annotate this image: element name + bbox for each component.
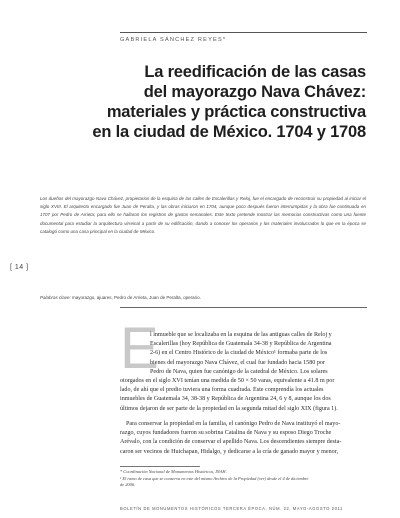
abstract-text: Los dueños del mayorazgo Nava Chávez, propietarios de la esquina de las calles de Escalerillas y Reloj, fue el encargado de reconstruir su propiedad al iniciar el siglo XVIII. El arquitecto encargado fue Juan de Peralta, y las obras iniciaron en 1704, aunque poco después fueron interrumpidas y la obra fue continuada en 1707 por Pedro de Arrieta; para ello se hallaron los registros de gastos semanales. Este texto pretende mostrar las memorias constructivas como una fuente documental para estudiar la arquitectura virreinal a partir de su edificación, dando a conocer los operarios y los materiales involucrados lo que en la época se catalogó como una casa principal en la ciudad de México. (40, 196, 366, 234)
footnote-line: ¹ El ramo de casa que se conserva en este del mismo Archivo de la Propiedad (ver) desde el 4 de diciembre (120, 476, 309, 481)
title-line: en la ciudad de México. 1704 y 1708 (92, 123, 366, 141)
footnote-line: de 2006. (120, 482, 136, 487)
body-line: inmuebles de Guatemala 34, 38-38 y República de Argentina 24, 6 y 8, aunque los dos (120, 396, 331, 403)
body-line: l inmueble que se localizaba en la esquina de las antiguas calles de Reloj y (150, 332, 332, 338)
body-line: últimos dejaron de ser parte de la propiedad en la segunda mitad del siglo XIX (figura 1). (120, 405, 338, 412)
keywords-label: Palabras clave: (40, 295, 71, 300)
footnote-rule (120, 466, 200, 467)
body-line: Arévalo, con la condición de conservar el apellido Nava. Los descendientes siempre desta- (120, 439, 342, 446)
section-rule (120, 307, 367, 308)
title-line: La reedificación de las casas (144, 63, 366, 81)
drop-cap: E (120, 316, 159, 381)
body-line: Pedro de Nava, quien fue canónigo de la catedral de México. Los solares (150, 368, 328, 375)
abstract (40, 195, 366, 236)
body-line: razgo, cuyos fundadores fueron su sobrina Catalina de Nava y su esposo Diego Troche (120, 430, 332, 437)
body-line: Escalerillas (hoy República de Guatemala 34-38 y República de Argentina (150, 341, 332, 348)
footnote-affiliation: * Coordinación Nacional de Monumentos Históricos, INAH. (120, 469, 227, 474)
footnote-1 (120, 476, 367, 488)
keywords-list: mayorazgo, ajuares, Pedro de Arrieta, Juan de Peralta, operario. (70, 295, 201, 300)
body-line: otorgados en el siglo XVI tenían una medida de 50 × 50 varas, equivalente a 41.8 m por (120, 378, 335, 385)
keywords (40, 294, 366, 302)
article-title (40, 62, 366, 142)
top-rule (120, 32, 367, 33)
body-paragraph-2 (120, 420, 367, 457)
author-name: GABRIELA SÁNCHEZ REYES* (120, 37, 227, 43)
body-line: lado, de ahí que el predio tuviera una forma cuadrada. Éste comprendía los actuales (120, 387, 324, 394)
body-line: caron ser vecinos de Huichapan, Hidalgo, y dedicarse a la cría de ganado mayor y menor, (120, 448, 339, 455)
body-line: Para conservar la propiedad en la familia, el canónigo Pedro de Nava instituyó el mayo- (126, 421, 341, 427)
page-number: [ 14 ] (10, 264, 29, 271)
running-footer: BOLETÍN DE MONUMENTOS HISTÓRICOS TERCERA ÉPOCA, NÚM. 22, MAYO-AGOSTO 2011 (120, 506, 343, 511)
body-line: bienes del mayorazgo Nava Chávez, el cual fue fundado hacia 1580 por (150, 359, 325, 366)
title-line: materiales y práctica constructiva (106, 103, 366, 121)
body-paragraph-1 (120, 331, 367, 414)
title-line: del mayorazgo Nava Chávez: (143, 83, 366, 101)
body-line: 2-6) en el Centro Histórico de la ciudad de México¹ formaba parte de los (150, 350, 328, 357)
